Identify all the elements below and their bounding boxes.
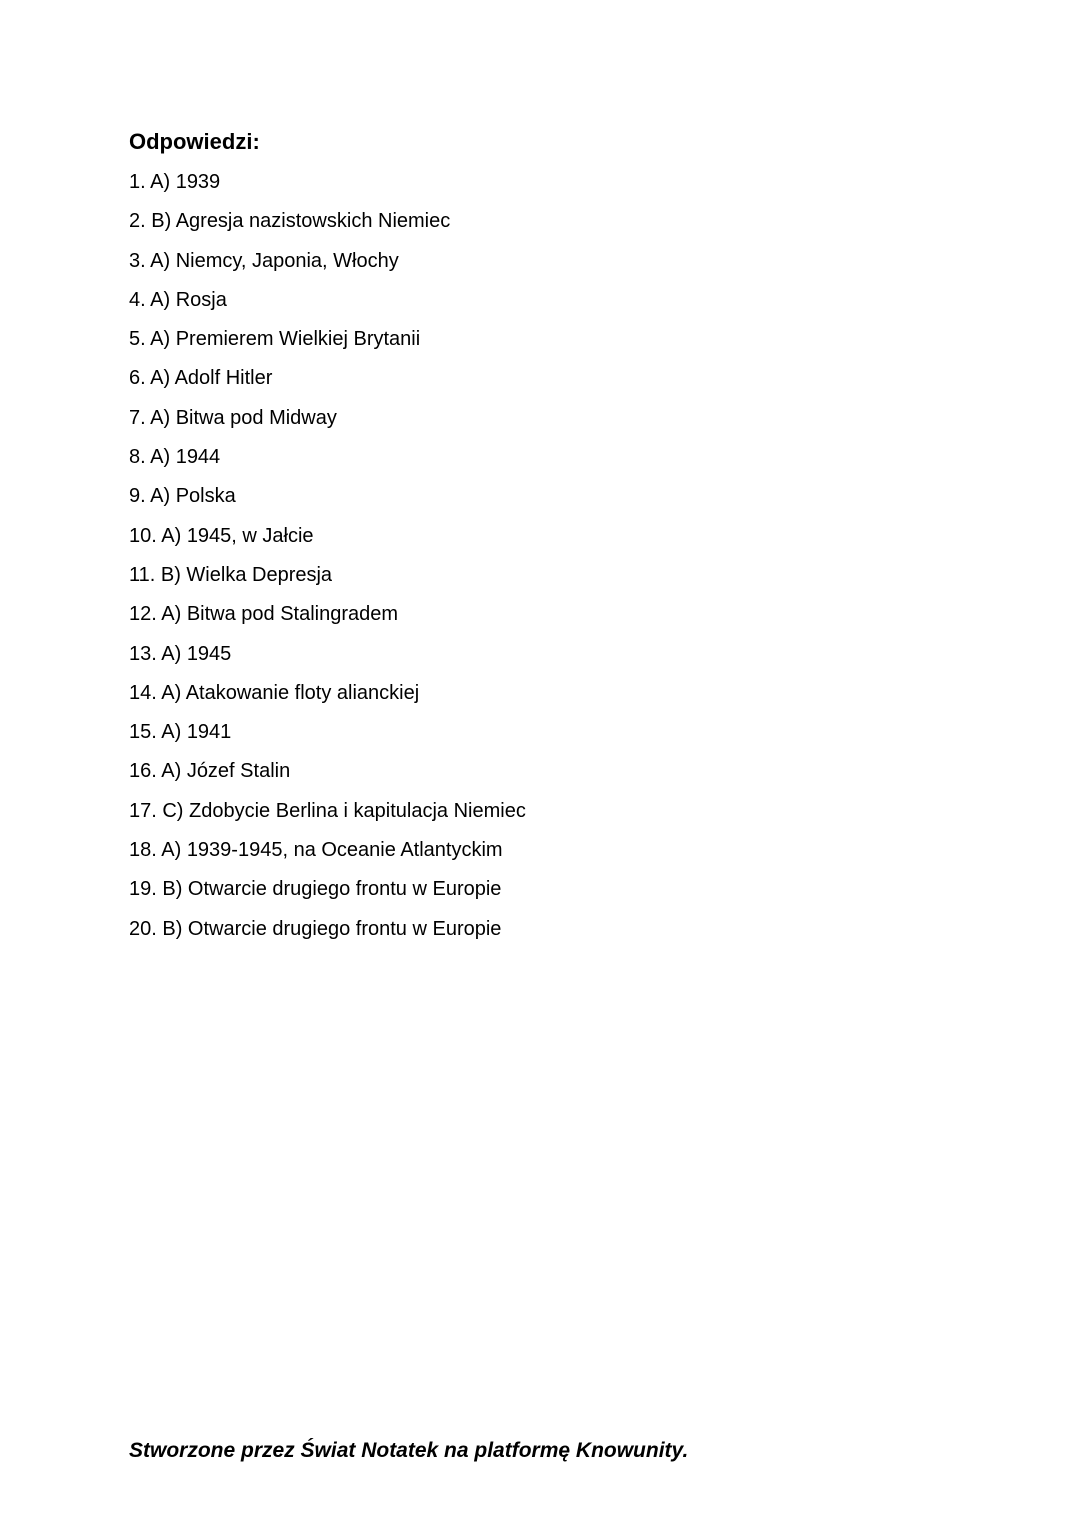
answer-item: 16. A) Józef Stalin [129,760,291,783]
answer-item: 14. A) Atakowanie floty alianckiej [129,681,420,704]
answer-item: 11. B) Wielka Depresja [129,563,333,586]
answer-item: 4. A) Rosja [129,288,227,311]
answer-item: 9. A) Polska [129,485,236,508]
answer-item: 1. A) 1939 [129,171,221,193]
answer-item: 6. A) Adolf Hitler [129,367,273,390]
answer-item: 2. B) Agresja nazistowskich Niemiec [129,210,451,233]
answer-item: 7. A) Bitwa pod Midway [129,406,337,429]
answer-item: 5. A) Premierem Wielkiej Brytanii [129,328,421,351]
answers-heading: Odpowiedzi: [129,129,260,154]
answer-item: 18. A) 1939-1945, na Oceanie Atlantyckim [129,839,503,862]
answer-item: 12. A) Bitwa pod Stalingradem [129,603,399,626]
footer-credit: Stworzone przez Świat Notatek na platformę Knowunity. [129,1439,689,1462]
answers-list [129,169,526,955]
answer-item: 17. C) Zdobycie Berlina i kapitulacja Niemiec [129,799,526,822]
answer-item: 19. B) Otwarcie drugiego frontu w Europie [129,878,502,901]
answer-item: 13. A) 1945 [129,642,232,665]
answer-item: 8. A) 1944 [129,446,221,469]
answer-item: 20. B) Otwarcie drugiego frontu w Europie [129,917,502,940]
answer-item: 10. A) 1945, w Jałcie [129,524,314,547]
answer-item: 15. A) 1941 [129,721,232,744]
answer-item: 3. A) Niemcy, Japonia, Włochy [129,249,399,272]
